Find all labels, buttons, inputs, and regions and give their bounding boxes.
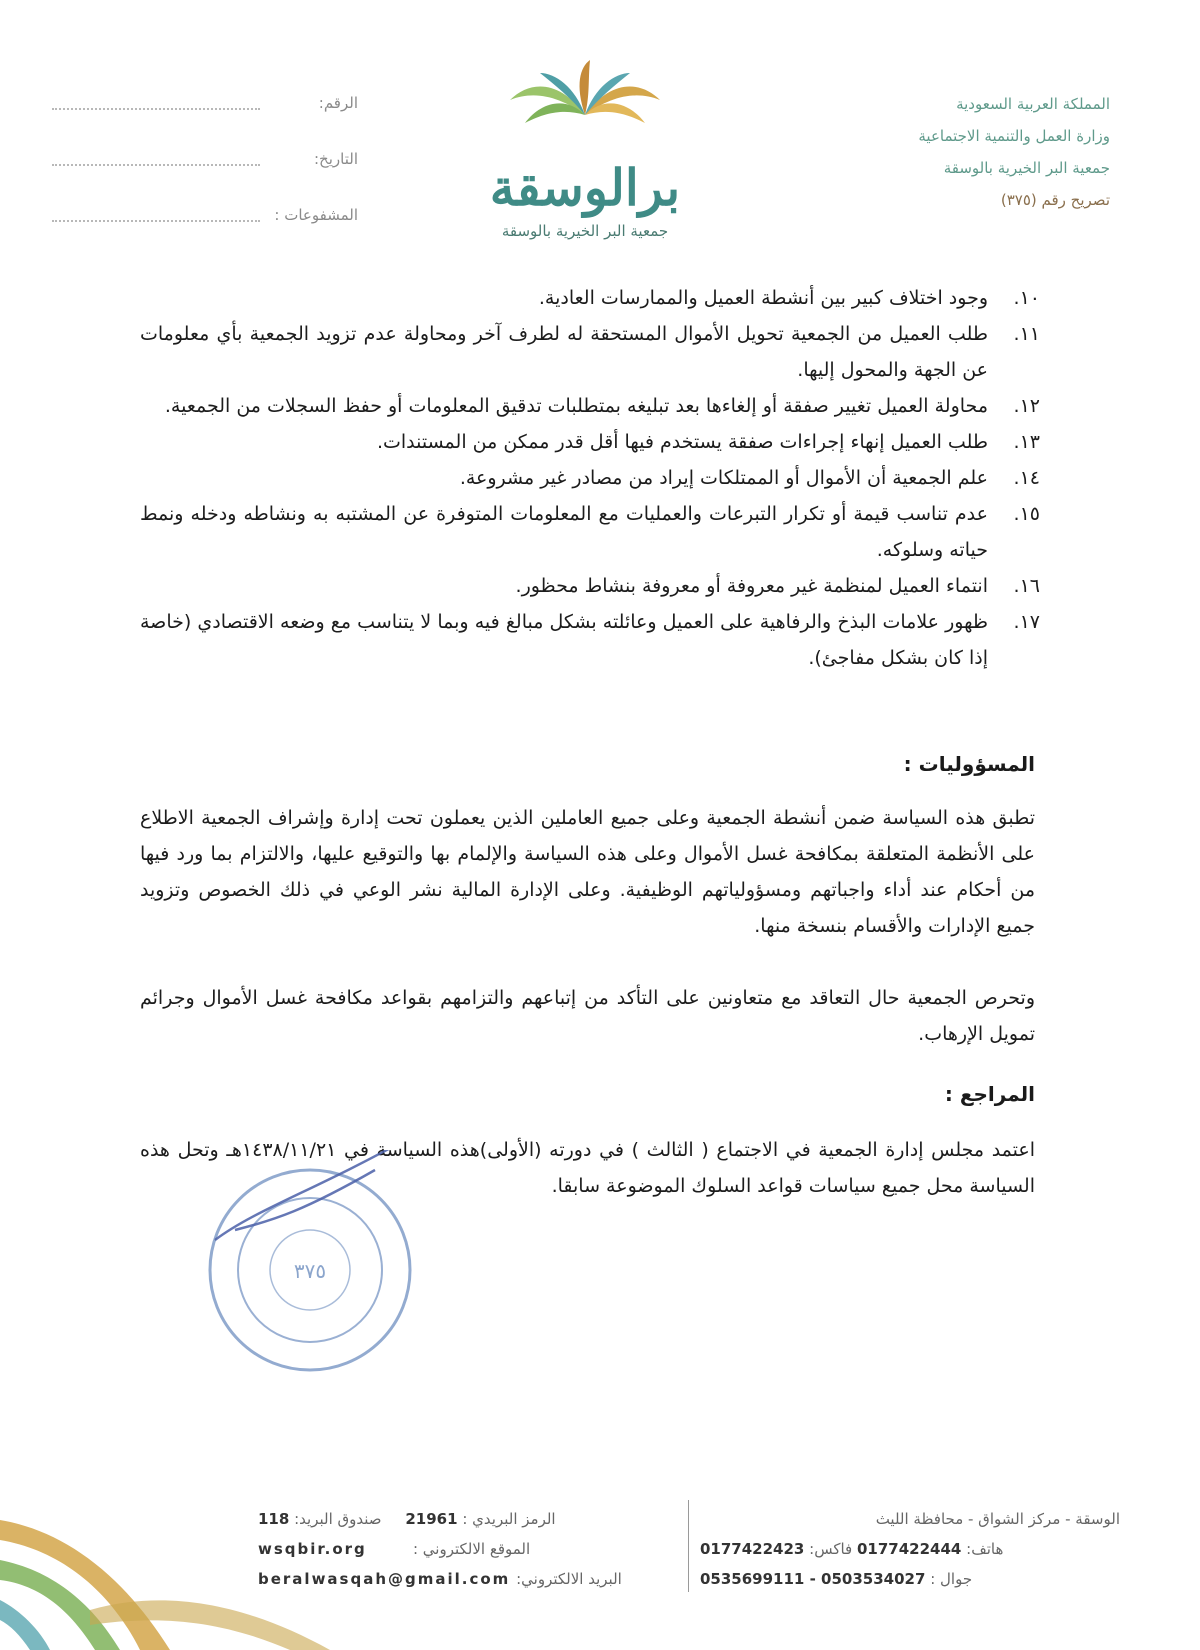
footer-divider <box>688 1500 689 1592</box>
ref-number-field[interactable]: الرقم: <box>50 88 370 144</box>
kingdom-name: المملكة العربية السعودية <box>956 95 1110 113</box>
mobile-line: 0535699111 - 0503534027 جوال : <box>700 1570 973 1588</box>
org-header <box>790 88 1110 216</box>
footer <box>0 1490 1200 1650</box>
association-name: جمعية البر الخيرية بالوسقة <box>943 159 1110 177</box>
address-line: الوسقة - مركز الشواق - محافظة الليث <box>875 1510 1120 1528</box>
list-item: ١١. طلب العميل من الجمعية تحويل الأموال المستحقة له لطرف آخر ومحاولة عدم تزويد الجمعية بأي معلومات عن الجهة والمحول إليها. <box>140 323 1040 381</box>
approval-paragraph: اعتمد مجلس إدارة الجمعية في الاجتماع ( الثالث ) في دورته (الأولى)هذه السياسة في ١٤٣٨/١١/٢١هـ وتحل هذه السياسة محل جميع سياسات قواعد السلوك الموضوعة سابقا. <box>140 1139 1035 1197</box>
ref-date-field[interactable]: التاريخ: <box>50 144 370 200</box>
responsibilities-paragraph: تطبق هذه السياسة ضمن أنشطة الجمعية وعلى جميع العاملين الذين يعملون تحت إدارة وإشراف الجمعية الاطلاع على الأنظمة المتعلقة بمكافحة غسل الأموال وعلى هذه السياسة والإلمام بها والتوقيع عليها، والالتزام بما ورد فيها من أحكام عند أداء واجباتهم ومسؤولياتهم الوظيفية. وعلى الإدارة المالية نشر الوعي في ذلك الخصوص وتزويد جميع الإدارات والأقسام بنسخة منها. <box>140 807 1035 937</box>
list-item: ١٧. ظهور علامات البذخ والرفاهية على العميل وعائلته بشكل مبالغ فيه وبما لا يتناسب مع وضعه الاقتصادي (خاصة إذا كان بشكل مفاجئ). <box>140 611 1040 669</box>
footer-contact-left <box>258 1504 668 1594</box>
list-item: ١٥. عدم تناسب قيمة أو تكرار التبرعات والعمليات مع المعلومات المتوفرة عن المشتبه به ونشاطه ودخله ونمط حياته وسلوكه. <box>140 503 1040 561</box>
logo-wordmark: برالوسقة <box>489 158 681 217</box>
official-stamp <box>195 1150 425 1380</box>
website-link[interactable]: wsqbir.org <box>258 1540 367 1558</box>
list-item: ١٣. طلب العميل إنهاء إجراءات صفقة يستخدم فيها أقل قدر ممكن من المستندات. <box>376 431 1040 453</box>
website-line: wsqbir.org الموقع الالكتروني : <box>258 1540 531 1558</box>
email-line: beralwasqah@gmail.com البريد الالكتروني: <box>258 1570 622 1588</box>
stamp-number: ٣٧٥ <box>293 1259 327 1283</box>
reference-fields <box>50 88 370 256</box>
permit-number: تصريح رقم (٣٧٥) <box>1000 191 1110 209</box>
phone-fax-line: 0177422423 فاكس: 0177422444 هاتف: <box>700 1540 1004 1558</box>
list-item: ١٠. وجود اختلاف كبير بين أنشطة العميل والممارسات العادية. <box>538 287 1040 309</box>
email-link[interactable]: beralwasqah@gmail.com <box>258 1570 511 1588</box>
ref-attachments-field[interactable]: المشفوعات : <box>50 200 370 256</box>
list-item: ١٦. انتماء العميل لمنظمة غير معروفة أو معروفة بنشاط محظور. <box>515 575 1040 597</box>
list-item: ١٤. علم الجمعية أن الأموال أو الممتلكات إيراد من مصادر غير مشروعة. <box>459 467 1040 489</box>
contractors-paragraph: وتحرص الجمعية حال التعاقد مع متعاونين على التأكد من إتباعهم والتزامهم بقواعد مكافحة غسل الأموال وجرائم تمويل الإرهاب. <box>140 987 1035 1045</box>
references-heading: المراجع : <box>944 1082 1035 1106</box>
responsibilities-heading: المسؤوليات : <box>903 752 1035 776</box>
ministry-name: وزارة العمل والتنمية الاجتماعية <box>918 127 1110 145</box>
indicator-list <box>140 280 1040 676</box>
association-logo <box>470 55 700 245</box>
footer-contact-right <box>700 1504 1120 1594</box>
logo-caption: جمعية البر الخيرية بالوسقة <box>501 222 669 240</box>
list-item: ١٢. محاولة العميل تغيير صفقة أو إلغاءها بعد تبليغه بمتطلبات تدقيق المعلومات أو حفظ السجلات من الجمعية. <box>164 395 1040 417</box>
postal-line: 118 صندوق البريد: 21961 الرمز البريدي : <box>258 1510 556 1528</box>
palm-leaves-icon <box>510 60 660 123</box>
